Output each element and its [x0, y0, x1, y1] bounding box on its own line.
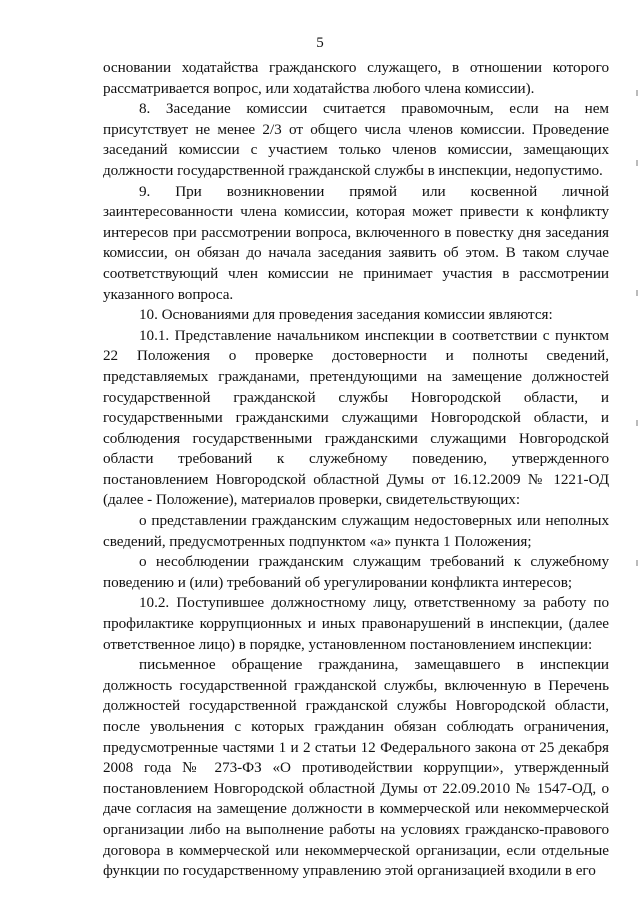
- paragraph-subitem-unreliable-info: о представлении гражданским служащим недостоверных или неполных сведений, предусмотренных подпунктом «а» пункта 1 Положения;: [103, 512, 609, 550]
- scan-margin-marks: [634, 90, 638, 650]
- paragraph-item-8: 8. Заседание комиссии считается правомочным, если на нем присутствует не менее 2/3 от общего числа членов комиссии. Проведение заседаний комиссии с участием только членов комиссии, замещающих должности государственной гражданской службы в инспекции, недопустимо.: [103, 100, 609, 179]
- paragraph-item-10-2: 10.2. Поступившее должностному лицу, ответственному за работу по профилактике коррупционных и иных правонарушений в инспекции, (далее ответственное лицо) в порядке, установленном постановлением инспекции:: [103, 594, 609, 653]
- paragraph-written-appeal: письменное обращение гражданина, замещавшего в инспекции должность государственной гражданской службы, включенную в Перечень должностей государственной гражданской службы Новгородской области, после увольнения с которых гражданин обязан соблюдать ограничения, предусмотренные частями 1 и 2 статьи 12 Федерального закона от 25 декабря 2008 года № 273-ФЗ «О противодействии коррупции», утвержденный постановлением Новгородской областной Думы от 22.09.2010 № 1547-ОД, о даче согласия на замещение должности в коммерческой или некоммерческой организации либо на выполнение работы на условиях гражданско-правового договора в коммерческой или некоммерческой организации, если отдельные функции по государственному управлению этой организацией входили в его: [103, 656, 609, 880]
- page-number: 5: [316, 35, 324, 51]
- paragraph-item-9: 9. При возникновении прямой или косвенной личной заинтересованности члена комиссии, которая может привести к конфликту интересов при рассмотрении вопроса, включенного в повестку дня заседания комиссии, он обязан до начала заседания заявить об этом. В таком случае соответствующий член комиссии не принимает участия в рассмотрении указанного вопроса.: [103, 182, 609, 303]
- paragraph-subitem-noncompliance: о несоблюдении гражданским служащим требований к служебному поведению и (или) требований об урегулировании конфликта интересов;: [103, 553, 609, 591]
- paragraph-item-10: 10. Основаниями для проведения заседания комиссии являются:: [139, 306, 553, 324]
- paragraph-continuation: основании ходатайства гражданского служащего, в отношении которого рассматривается вопрос, или ходатайства любого члена комиссии).: [103, 59, 609, 97]
- paragraph-item-10-1: 10.1. Представление начальником инспекции в соответствии с пунктом 22 Положения о проверке достоверности и полноты сведений, представляемых гражданами, претендующими на замещение должностей государственной гражданской службы Новгородской области, и государственными гражданскими служащими Новгородской области, и соблюдения государственными гражданскими служащими Новгородской области требований к служебному поведению, утвержденного постановлением Новгородской областной Думы от 16.12.2009 № 1221-ОД (далее - Положение), материалов проверки, свидетельствующих:: [103, 326, 609, 509]
- document-body: [103, 58, 609, 882]
